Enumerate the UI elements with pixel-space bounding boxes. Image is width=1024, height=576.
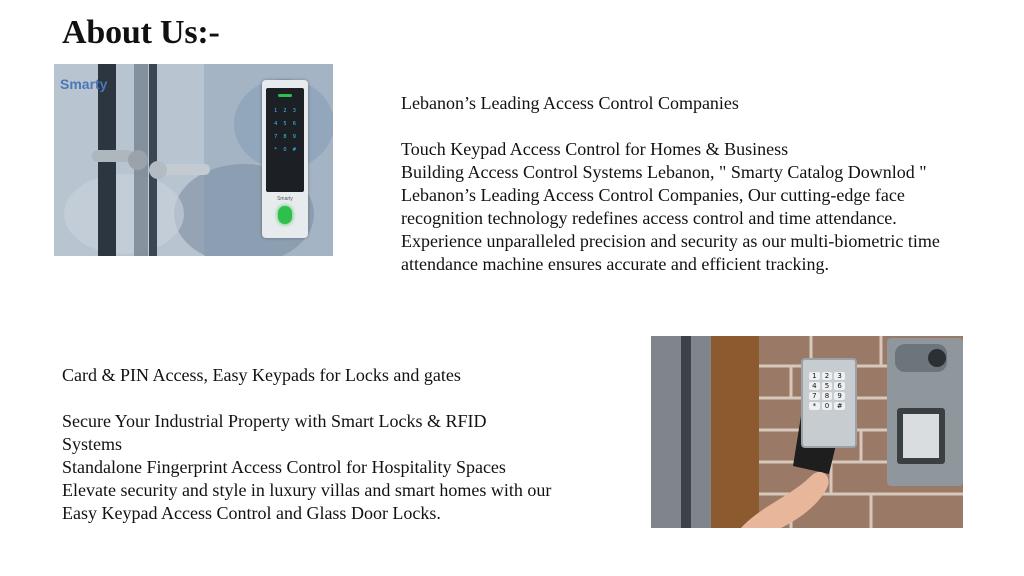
wall-keypad-key-grid bbox=[809, 372, 845, 410]
wall-keypad-key: 2 bbox=[822, 372, 833, 380]
keypad-key: # bbox=[292, 147, 297, 153]
wall-keypad-key: # bbox=[834, 402, 845, 410]
wall-keypad-key: 5 bbox=[822, 382, 833, 390]
wall-keypad-key: 4 bbox=[809, 382, 820, 390]
keypad-key: 0 bbox=[283, 147, 287, 153]
keypad-key: 7 bbox=[274, 134, 278, 140]
page-title: About Us:- bbox=[62, 14, 220, 51]
wall-keypad-key: 0 bbox=[822, 402, 833, 410]
keypad-indicator-icon bbox=[278, 94, 292, 97]
keypad-screen bbox=[266, 88, 304, 192]
top-text-line-2: Touch Keypad Access Control for Homes & Business bbox=[401, 139, 789, 159]
keypad-key: 1 bbox=[274, 108, 278, 114]
keypad-device bbox=[262, 80, 308, 238]
keypad-brand-label: Smarty bbox=[277, 196, 293, 202]
brand-logo bbox=[60, 76, 107, 92]
top-text-line-3: Building Access Control Systems Lebanon, " Smarty Catalog Downlod " bbox=[401, 162, 927, 182]
keypad-key: 5 bbox=[283, 121, 287, 127]
wall-keypad-key: 3 bbox=[834, 372, 845, 380]
top-text-line-1: Lebanon’s Leading Access Control Companies bbox=[401, 93, 739, 113]
top-text-line-4: Lebanon’s Leading Access Control Companies, Our cutting-edge face recognition technology redefines access control and time attendance. Experience unparalleled precision and security as our multi-biometric time attendance machine ensures accurate and efficient tracking. bbox=[401, 185, 940, 274]
keypad-key: 4 bbox=[274, 121, 278, 127]
bottom-text-line-4: Elevate security and style in luxury villas and smart homes with our Easy Keypad Access Control and Glass Door Locks. bbox=[62, 480, 552, 523]
wall-keypad-key: 7 bbox=[809, 392, 820, 400]
bottom-text-block bbox=[62, 364, 562, 525]
keypad-key: * bbox=[274, 147, 277, 153]
rfid-card-photo bbox=[651, 336, 963, 528]
paragraph-gap bbox=[401, 115, 961, 138]
keypad-key-grid bbox=[271, 108, 299, 153]
keypad-key: 9 bbox=[292, 134, 296, 140]
brand-logo-text: Smarty bbox=[60, 76, 108, 92]
keypad-door-photo bbox=[54, 64, 333, 256]
keypad-key: 6 bbox=[292, 121, 296, 127]
fingerprint-icon bbox=[278, 206, 292, 224]
keypad-key: 8 bbox=[283, 134, 287, 140]
keypad-key: 3 bbox=[292, 108, 296, 114]
wall-keypad-key: 8 bbox=[822, 392, 833, 400]
keypad-key: 2 bbox=[283, 108, 287, 114]
paragraph-gap bbox=[62, 387, 562, 410]
bottom-text-line-1: Card & PIN Access, Easy Keypads for Locks and gates bbox=[62, 365, 461, 385]
wall-keypad bbox=[801, 358, 857, 448]
wall-keypad-key: * bbox=[809, 402, 820, 410]
bottom-text-line-2: Secure Your Industrial Property with Smart Locks & RFID Systems bbox=[62, 411, 487, 454]
wall-keypad-key: 6 bbox=[834, 382, 845, 390]
wall-keypad-key: 1 bbox=[809, 372, 820, 380]
bottom-text-line-3: Standalone Fingerprint Access Control for Hospitality Spaces bbox=[62, 457, 506, 477]
wall-keypad-key: 9 bbox=[834, 392, 845, 400]
top-text-block bbox=[401, 92, 961, 276]
